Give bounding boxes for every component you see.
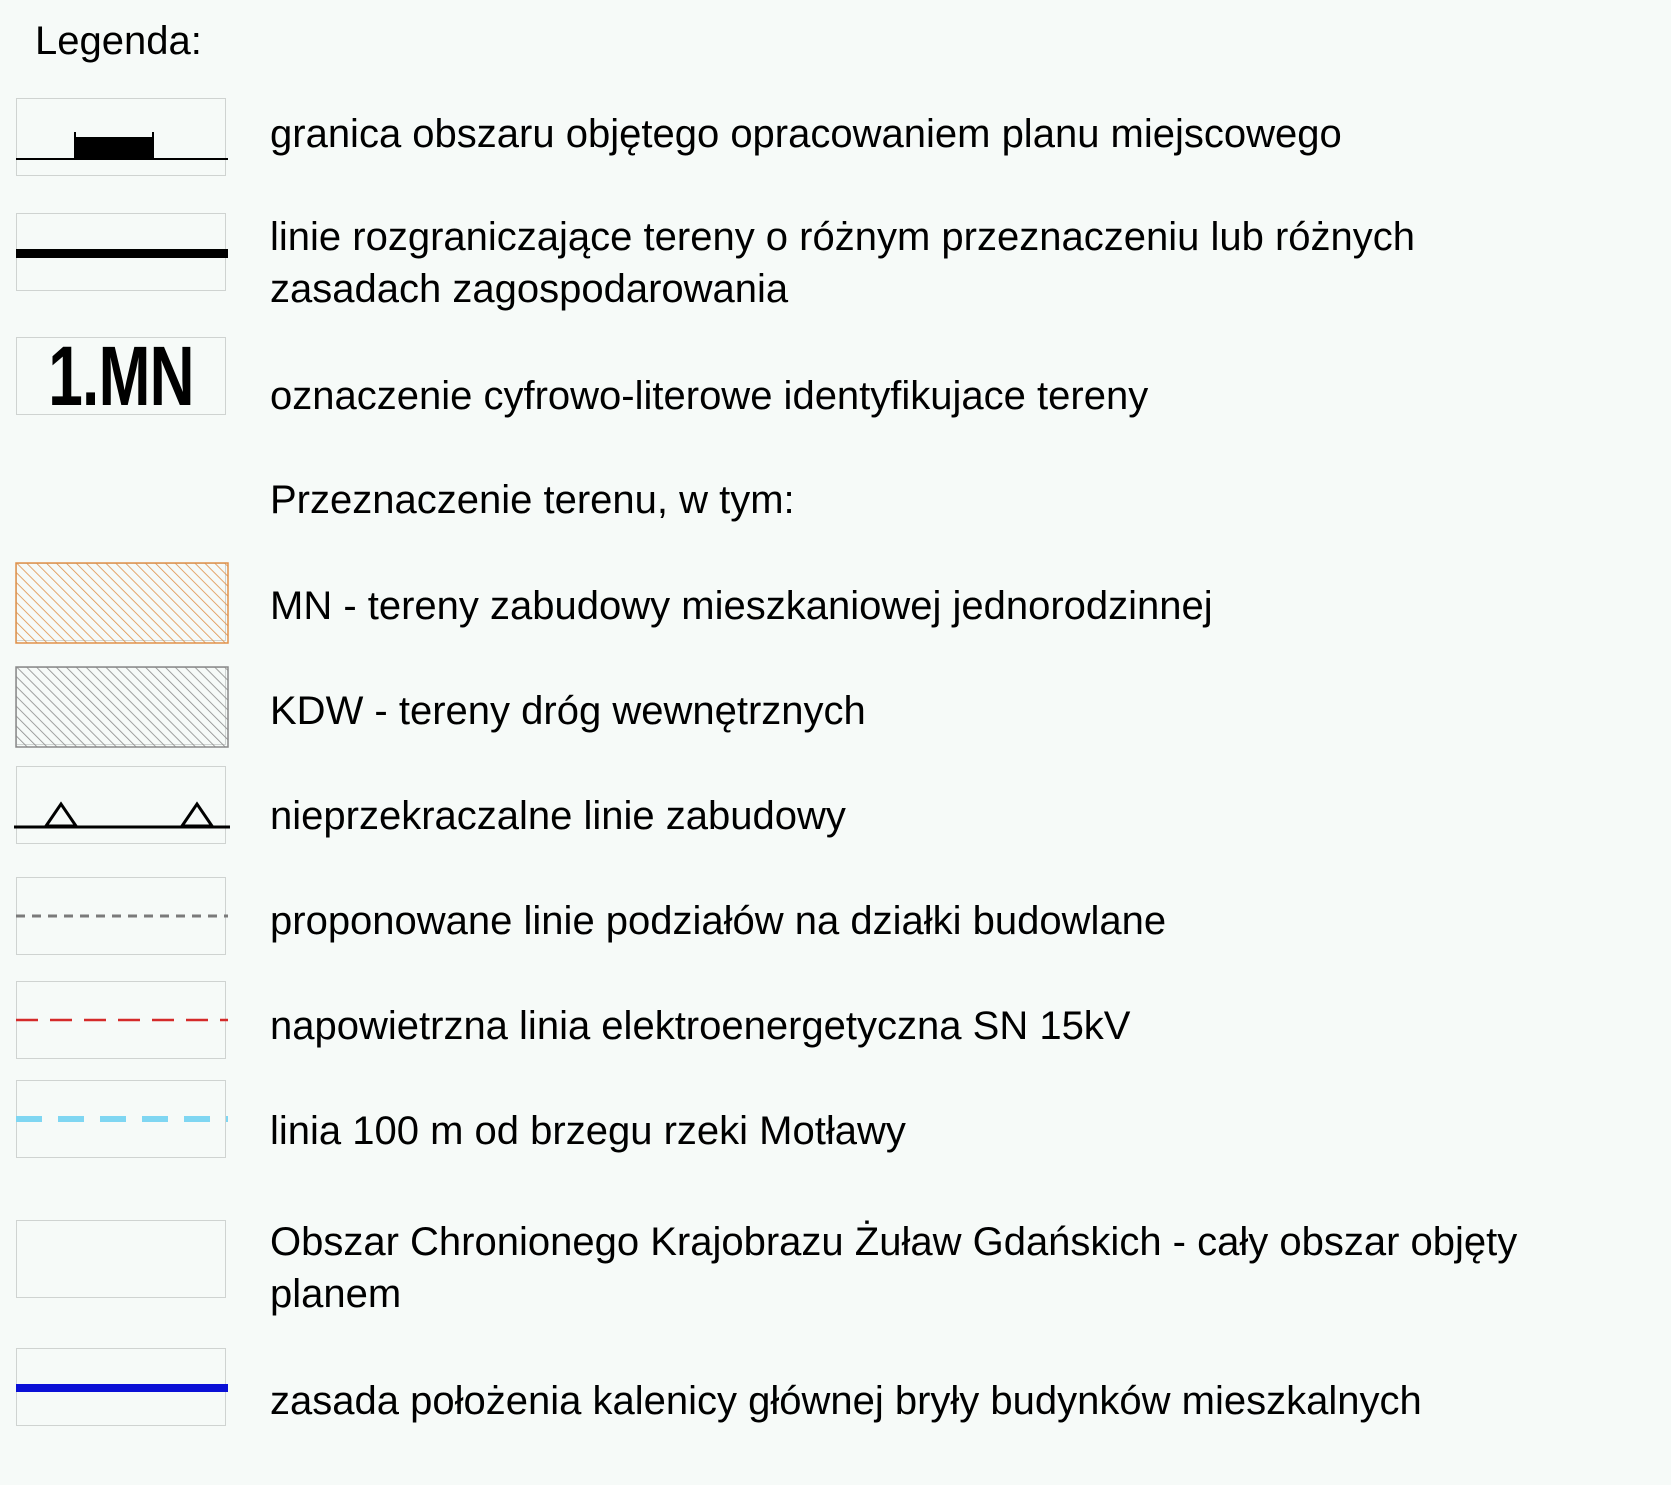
legend-label-code: oznaczenie cyfrowo-literowe identyfikujace tereny bbox=[270, 374, 1149, 418]
area-code-symbol bbox=[16, 329, 226, 423]
legend-label-power: napowietrzna linia elektroenergetyczna SN 15kV bbox=[270, 1004, 1131, 1048]
empty-box-icon bbox=[16, 1220, 226, 1298]
legend-label-mn: MN - tereny zabudowy mieszkaniowej jednorodzinnej bbox=[270, 584, 1213, 628]
legend-label-plots: proponowane linie podziałów na działki budowlane bbox=[270, 899, 1167, 943]
legend-label-protected: Obszar Chronionego Krajobrazu Żuław Gdańskich - cały obszar objęty planem bbox=[270, 1220, 1518, 1316]
red-dashed-line-icon bbox=[16, 981, 226, 1059]
legend-label-building-line: nieprzekraczalne linie zabudowy bbox=[270, 794, 846, 838]
blue-line-icon bbox=[16, 1348, 226, 1426]
legend-label-river: linia 100 m od brzegu rzeki Motławy bbox=[270, 1109, 906, 1153]
legend-label-kdw: KDW - tereny dróg wewnętrznych bbox=[270, 689, 866, 733]
legend-label-demarcation: linie rozgraniczające tereny o różnym przeznaczeniu lub różnych zasadach zagospodarowania bbox=[270, 215, 1415, 311]
triangle-building-line-icon bbox=[16, 766, 226, 844]
gray-hatch-icon bbox=[16, 667, 226, 745]
gray-dashed-line-icon bbox=[16, 877, 226, 955]
legend-title: Legenda: bbox=[35, 19, 202, 63]
orange-hatch-icon bbox=[16, 563, 226, 641]
area-code-text: 1.MN bbox=[48, 329, 194, 423]
legend-section-heading: Przeznaczenie terenu, w tym: bbox=[270, 478, 795, 522]
legend-label-boundary: granica obszaru objętego opracowaniem planu miejscowego bbox=[270, 112, 1342, 156]
legend-label-ridge: zasada położenia kalenicy głównej bryły budynków mieszkalnych bbox=[270, 1379, 1422, 1423]
cyan-dashed-line-icon bbox=[16, 1080, 226, 1158]
plan-boundary-line-icon bbox=[16, 98, 226, 176]
thick-black-line-icon bbox=[16, 213, 226, 291]
